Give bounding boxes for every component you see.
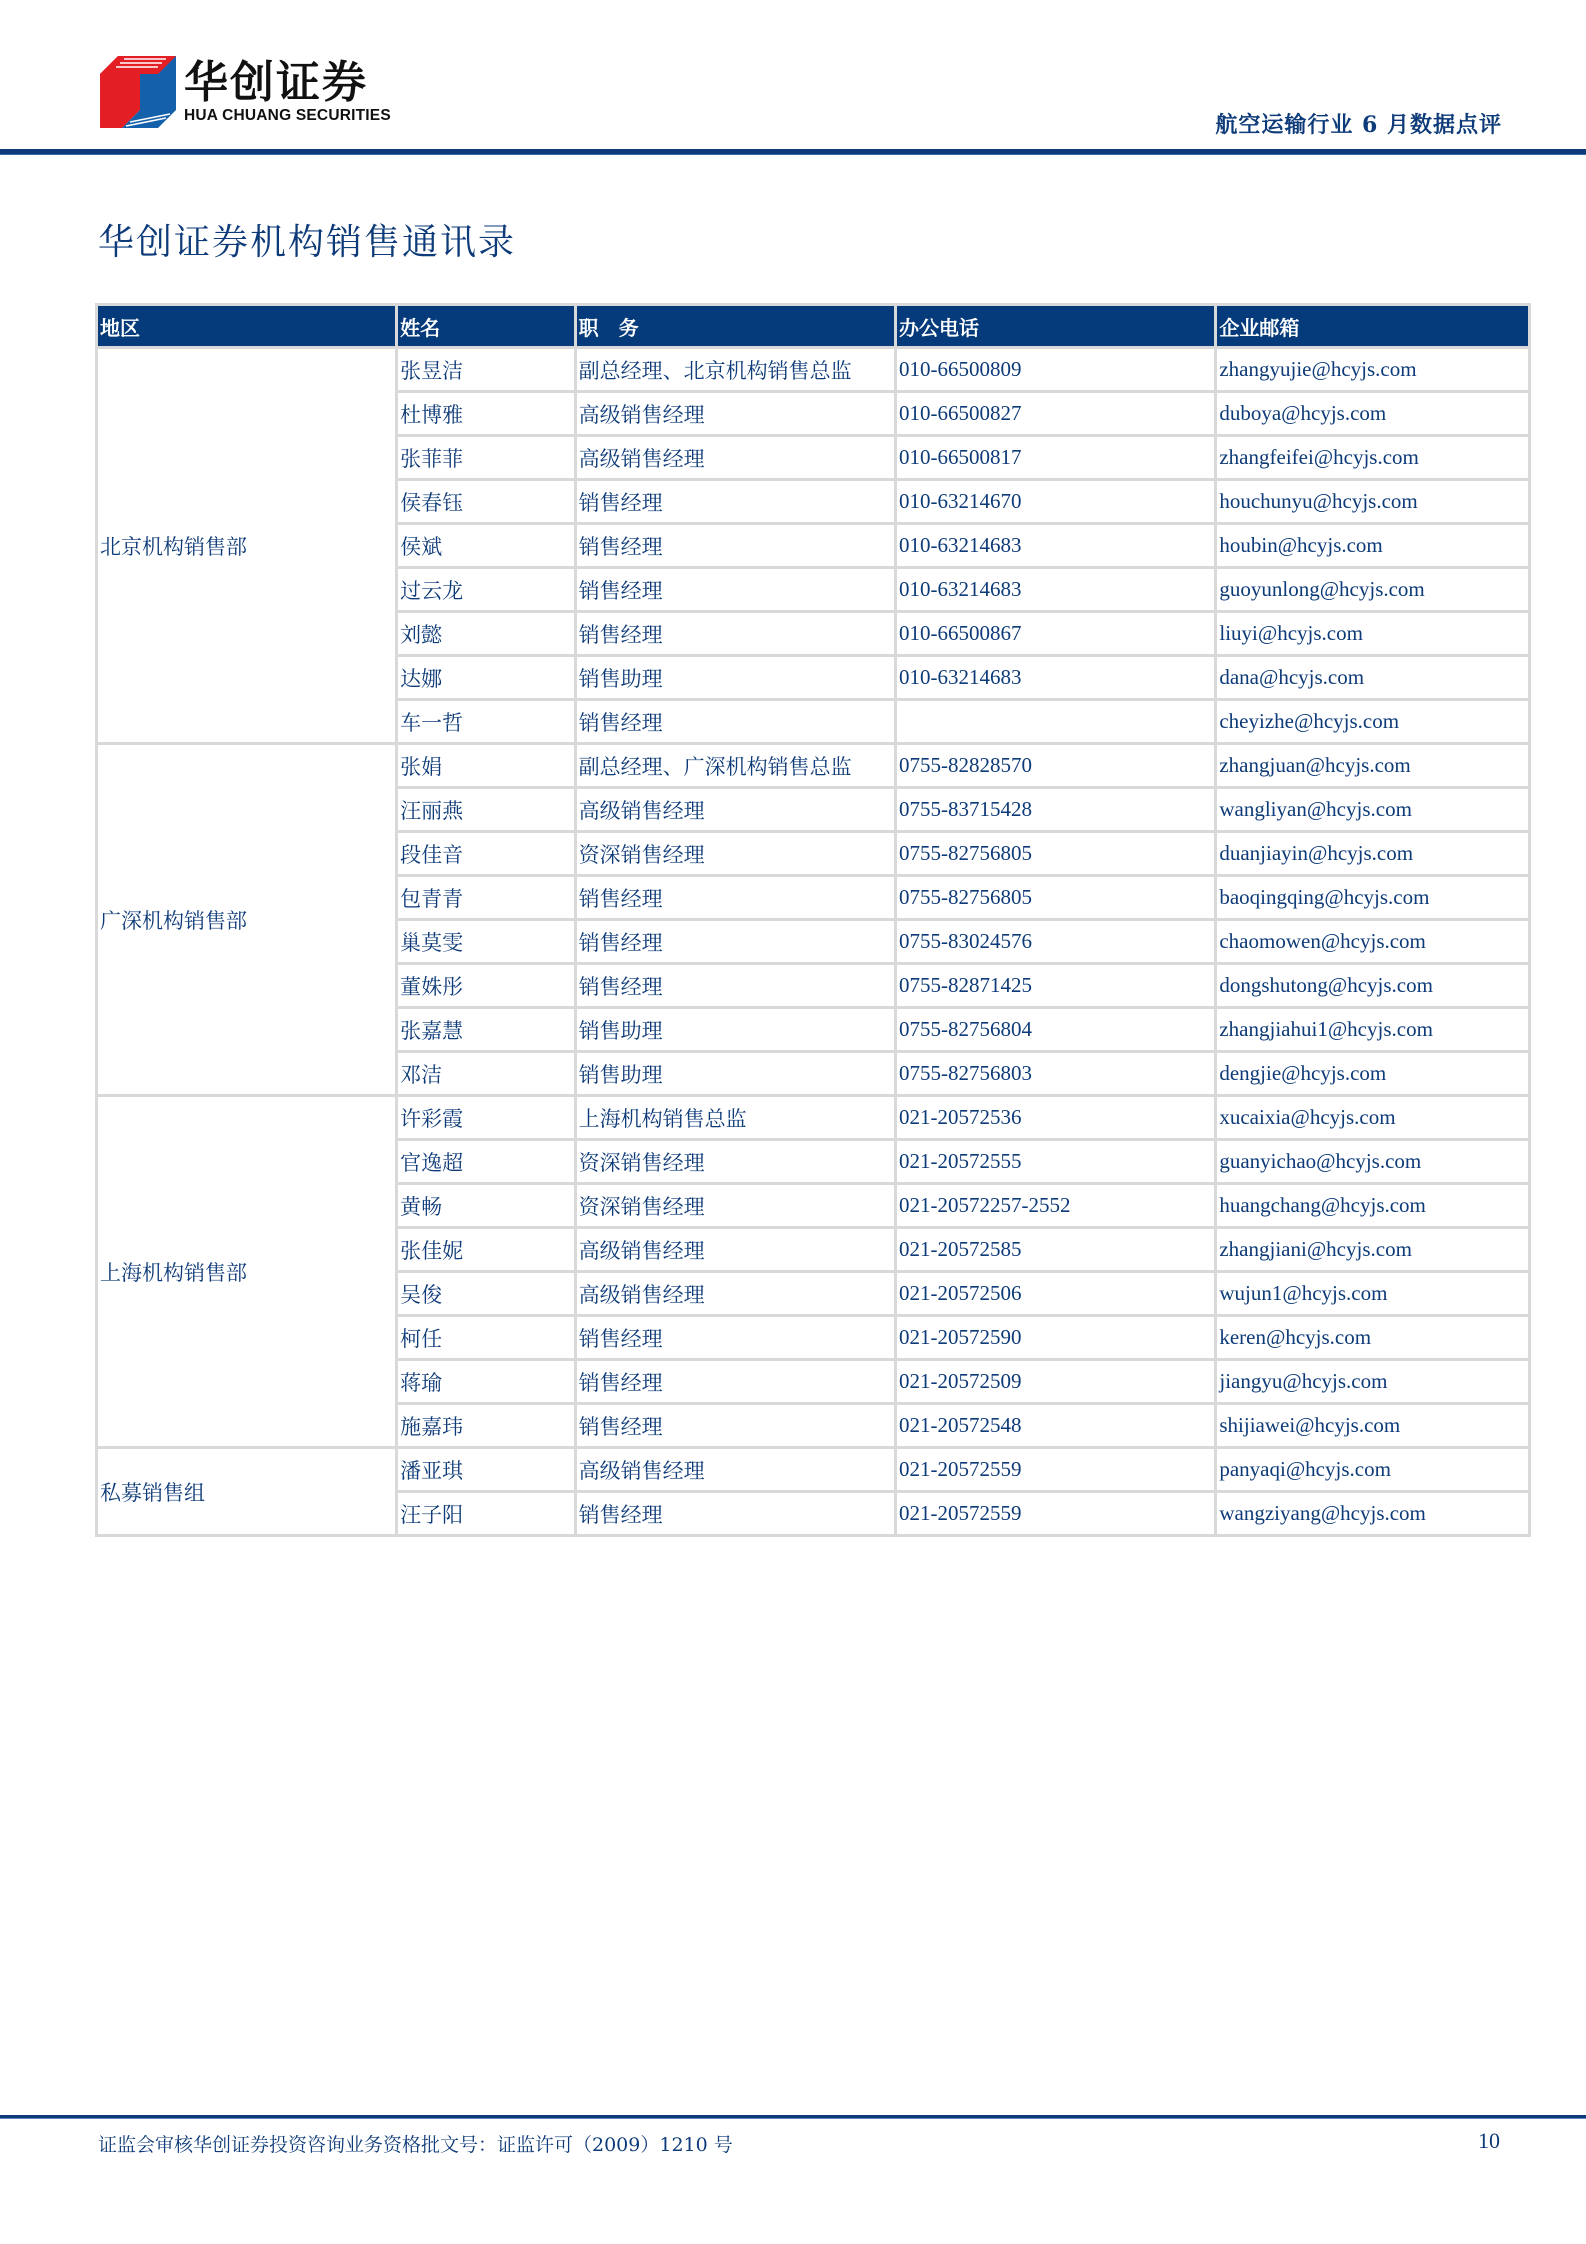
phone-cell: 021-20572590 (897, 1317, 1214, 1358)
page-number: 10 (1478, 2128, 1500, 2153)
email-cell: zhangyujie@hcyjs.com (1217, 349, 1528, 390)
header-divider (0, 149, 1586, 155)
region-cell: 北京机构销售部 (98, 349, 395, 742)
email-cell: zhangjiahui1@hcyjs.com (1217, 1009, 1528, 1050)
title-cell: 上海机构销售总监 (577, 1097, 894, 1138)
phone-cell: 021-20572559 (897, 1449, 1214, 1490)
table-row (98, 745, 1528, 786)
name-cell: 官逸超 (398, 1141, 574, 1182)
phone-cell: 010-66500827 (897, 393, 1214, 434)
email-cell: zhangfeifei@hcyjs.com (1217, 437, 1528, 478)
email-cell: zhangjiani@hcyjs.com (1217, 1229, 1528, 1270)
phone-cell: 0755-83024576 (897, 921, 1214, 962)
table-row (98, 349, 1528, 390)
email-cell: cheyizhe@hcyjs.com (1217, 701, 1528, 742)
report-title: 航空运输行业 6 月数据点评 (1215, 112, 1502, 138)
column-header-region: 地区 (98, 306, 395, 346)
title-cell: 销售经理 (577, 613, 894, 654)
email-cell: dana@hcyjs.com (1217, 657, 1528, 698)
name-cell: 柯任 (398, 1317, 574, 1358)
title-cell: 高级销售经理 (577, 1229, 894, 1270)
title-cell: 销售经理 (577, 701, 894, 742)
name-cell: 汪丽燕 (398, 789, 574, 830)
email-cell: wangziyang@hcyjs.com (1217, 1493, 1528, 1534)
phone-cell: 010-63214683 (897, 569, 1214, 610)
phone-cell: 021-20572555 (897, 1141, 1214, 1182)
email-cell: jiangyu@hcyjs.com (1217, 1361, 1528, 1402)
phone-cell: 0755-82756803 (897, 1053, 1214, 1094)
table-body (98, 349, 1528, 1534)
region-cell: 上海机构销售部 (98, 1097, 395, 1446)
phone-cell: 021-20572506 (897, 1273, 1214, 1314)
table-header-row (98, 306, 1528, 346)
footer-divider (0, 2115, 1586, 2119)
email-cell: chaomowen@hcyjs.com (1217, 921, 1528, 962)
title-cell: 资深销售经理 (577, 833, 894, 874)
name-cell: 汪子阳 (398, 1493, 574, 1534)
email-cell: zhangjuan@hcyjs.com (1217, 745, 1528, 786)
title-cell: 销售助理 (577, 1009, 894, 1050)
sales-contacts-table (95, 303, 1531, 1537)
title-cell: 资深销售经理 (577, 1141, 894, 1182)
phone-cell: 0755-82756805 (897, 877, 1214, 918)
phone-cell: 021-20572548 (897, 1405, 1214, 1446)
title-cell: 高级销售经理 (577, 789, 894, 830)
title-cell: 销售经理 (577, 481, 894, 522)
page-heading: 华创证券机构销售通讯录 (98, 222, 517, 263)
email-cell: houchunyu@hcyjs.com (1217, 481, 1528, 522)
name-cell: 达娜 (398, 657, 574, 698)
title-cell: 资深销售经理 (577, 1185, 894, 1226)
name-cell: 包青青 (398, 877, 574, 918)
name-cell: 张佳妮 (398, 1229, 574, 1270)
phone-cell: 021-20572509 (897, 1361, 1214, 1402)
title-cell: 销售经理 (577, 569, 894, 610)
name-cell: 潘亚琪 (398, 1449, 574, 1490)
email-cell: baoqingqing@hcyjs.com (1217, 877, 1528, 918)
logo-chinese-name: 华创证券 (184, 57, 368, 108)
logo-cube-icon (100, 56, 176, 128)
name-cell: 张昱洁 (398, 349, 574, 390)
phone-cell: 010-66500809 (897, 349, 1214, 390)
name-cell: 过云龙 (398, 569, 574, 610)
logo-english-name: HUA CHUANG SECURITIES (184, 107, 391, 124)
phone-cell: 021-20572257-2552 (897, 1185, 1214, 1226)
title-cell: 销售经理 (577, 965, 894, 1006)
column-header-name: 姓名 (398, 306, 574, 346)
name-cell: 杜博雅 (398, 393, 574, 434)
title-cell: 销售经理 (577, 921, 894, 962)
name-cell: 车一哲 (398, 701, 574, 742)
phone-cell: 021-20572585 (897, 1229, 1214, 1270)
phone-cell: 010-66500817 (897, 437, 1214, 478)
company-logo (100, 56, 391, 128)
phone-cell: 0755-82756804 (897, 1009, 1214, 1050)
title-cell: 销售经理 (577, 525, 894, 566)
name-cell: 段佳音 (398, 833, 574, 874)
name-cell: 侯斌 (398, 525, 574, 566)
name-cell: 巢莫雯 (398, 921, 574, 962)
title-cell: 销售经理 (577, 1405, 894, 1446)
name-cell: 蒋瑜 (398, 1361, 574, 1402)
email-cell: xucaixia@hcyjs.com (1217, 1097, 1528, 1138)
phone-cell: 010-63214670 (897, 481, 1214, 522)
title-cell: 副总经理、北京机构销售总监 (577, 349, 894, 390)
title-cell: 高级销售经理 (577, 1449, 894, 1490)
title-cell: 销售经理 (577, 1317, 894, 1358)
title-cell: 销售经理 (577, 1493, 894, 1534)
title-cell: 副总经理、广深机构销售总监 (577, 745, 894, 786)
column-header-email: 企业邮箱 (1217, 306, 1528, 346)
table-row (98, 1097, 1528, 1138)
phone-cell (897, 701, 1214, 742)
email-cell: wujun1@hcyjs.com (1217, 1273, 1528, 1314)
email-cell: duboya@hcyjs.com (1217, 393, 1528, 434)
email-cell: wangliyan@hcyjs.com (1217, 789, 1528, 830)
phone-cell: 0755-82756805 (897, 833, 1214, 874)
name-cell: 施嘉玮 (398, 1405, 574, 1446)
name-cell: 刘懿 (398, 613, 574, 654)
name-cell: 黄畅 (398, 1185, 574, 1226)
phone-cell: 010-63214683 (897, 657, 1214, 698)
name-cell: 许彩霞 (398, 1097, 574, 1138)
phone-cell: 010-63214683 (897, 525, 1214, 566)
phone-cell: 0755-83715428 (897, 789, 1214, 830)
phone-cell: 0755-82828570 (897, 745, 1214, 786)
title-cell: 销售助理 (577, 657, 894, 698)
email-cell: guanyichao@hcyjs.com (1217, 1141, 1528, 1182)
phone-cell: 010-66500867 (897, 613, 1214, 654)
email-cell: dongshutong@hcyjs.com (1217, 965, 1528, 1006)
title-cell: 高级销售经理 (577, 393, 894, 434)
name-cell: 张嘉慧 (398, 1009, 574, 1050)
name-cell: 侯春钰 (398, 481, 574, 522)
region-cell: 私募销售组 (98, 1449, 395, 1534)
phone-cell: 0755-82871425 (897, 965, 1214, 1006)
email-cell: dengjie@hcyjs.com (1217, 1053, 1528, 1094)
email-cell: huangchang@hcyjs.com (1217, 1185, 1528, 1226)
table-row (98, 1449, 1528, 1490)
email-cell: shijiawei@hcyjs.com (1217, 1405, 1528, 1446)
name-cell: 董姝彤 (398, 965, 574, 1006)
email-cell: liuyi@hcyjs.com (1217, 613, 1528, 654)
name-cell: 张娟 (398, 745, 574, 786)
column-header-phone: 办公电话 (897, 306, 1214, 346)
email-cell: duanjiayin@hcyjs.com (1217, 833, 1528, 874)
column-header-title: 职 务 (577, 306, 894, 346)
email-cell: guoyunlong@hcyjs.com (1217, 569, 1528, 610)
title-cell: 销售经理 (577, 877, 894, 918)
email-cell: panyaqi@hcyjs.com (1217, 1449, 1528, 1490)
email-cell: houbin@hcyjs.com (1217, 525, 1528, 566)
title-cell: 销售经理 (577, 1361, 894, 1402)
title-cell: 销售助理 (577, 1053, 894, 1094)
name-cell: 邓洁 (398, 1053, 574, 1094)
name-cell: 吴俊 (398, 1273, 574, 1314)
title-cell: 高级销售经理 (577, 1273, 894, 1314)
phone-cell: 021-20572536 (897, 1097, 1214, 1138)
title-cell: 高级销售经理 (577, 437, 894, 478)
phone-cell: 021-20572559 (897, 1493, 1214, 1534)
license-statement: 证监会审核华创证券投资咨询业务资格批文号：证监许可（2009）1210 号 (98, 2134, 733, 2156)
email-cell: keren@hcyjs.com (1217, 1317, 1528, 1358)
region-cell: 广深机构销售部 (98, 745, 395, 1094)
name-cell: 张菲菲 (398, 437, 574, 478)
